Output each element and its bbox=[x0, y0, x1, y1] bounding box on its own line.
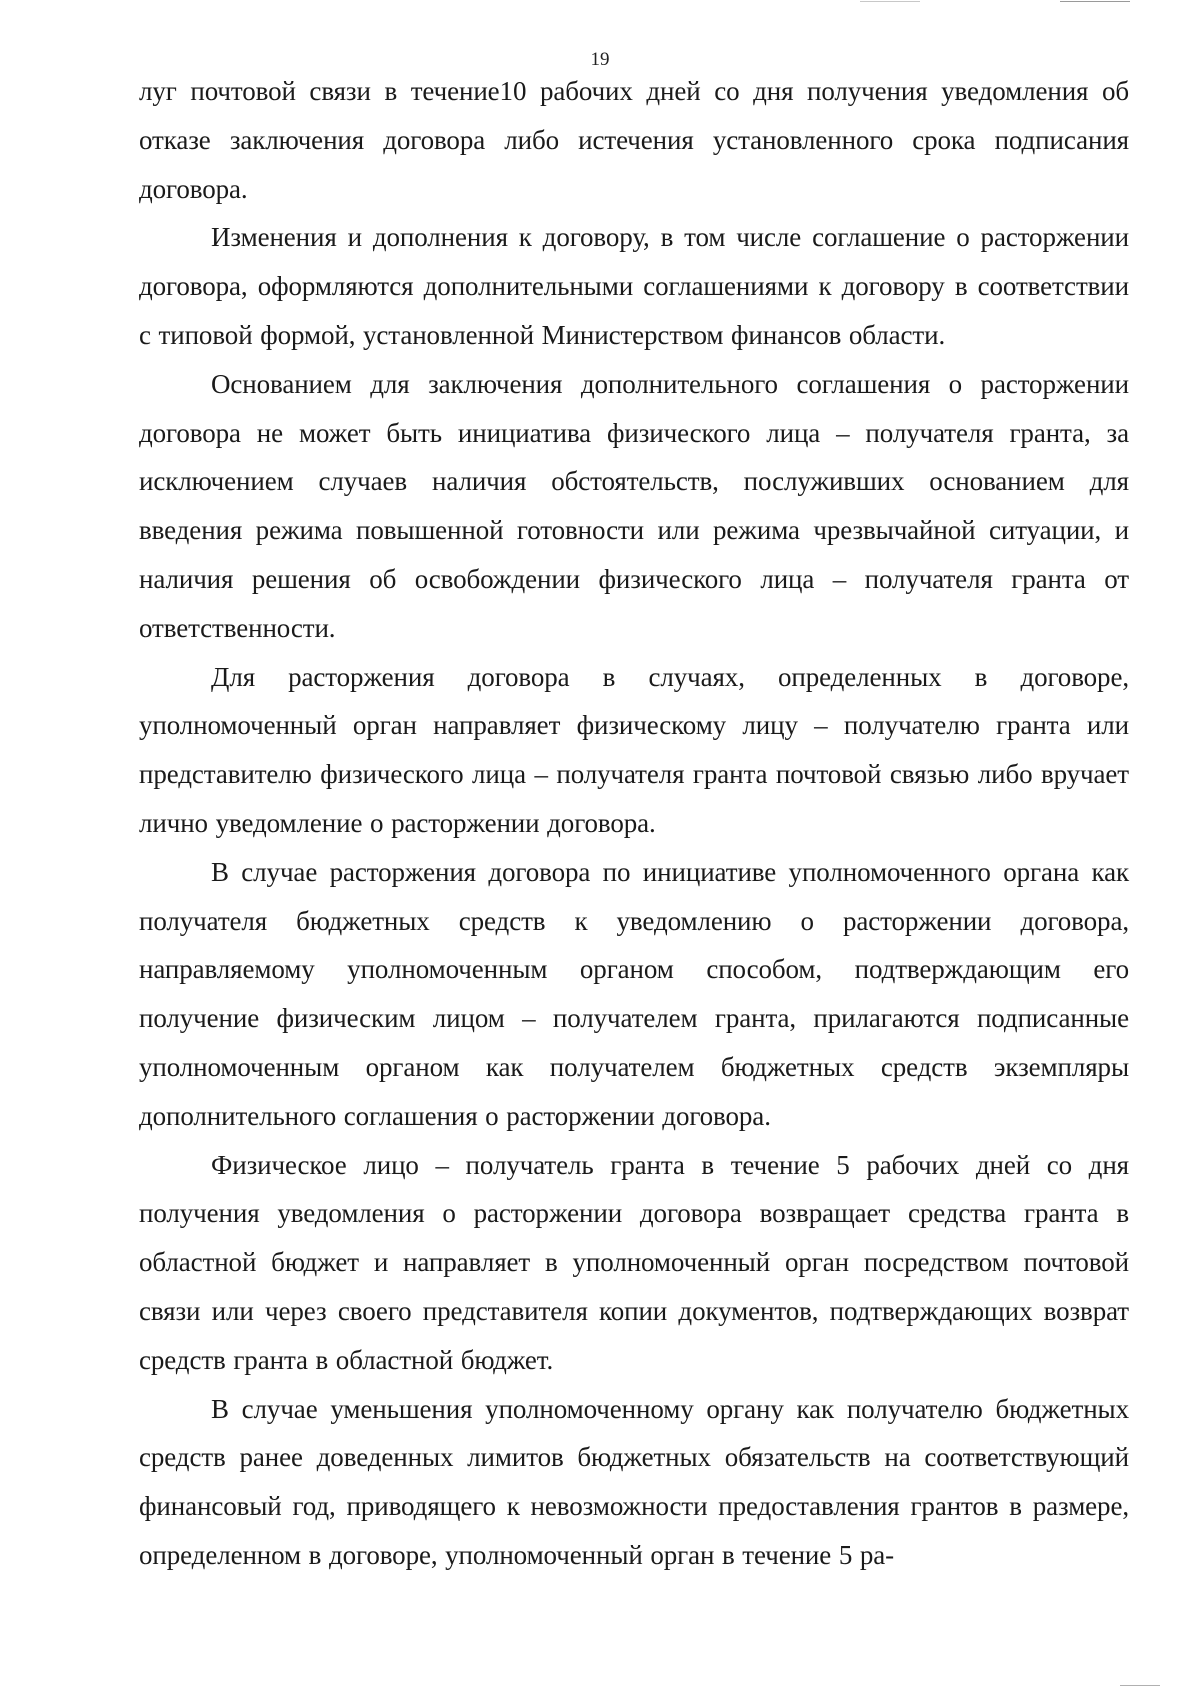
scan-artifact-line bbox=[1060, 1, 1130, 2]
paragraph: В случае уменьшения уполномоченному органу как получателю бюджетных средств ранее доведенных лимитов бюджетных обязательств на соответствующий финансовый год, приводящего к невозможности предоставления грантов в размере, определенном в договоре, уполномоченный орган в течение 5 ра- bbox=[139, 1393, 1129, 1570]
paragraph: Для расторжения договора в случаях, определенных в договоре, уполномоченный орган направляет физическому лицу – получателю гранта или представителю физического лица – получателя гранта почтовой связью либо вручает лично уведомление о расторжении договора. bbox=[139, 661, 1129, 838]
document-body bbox=[139, 67, 1129, 1580]
scan-artifact-line bbox=[1120, 1685, 1160, 1686]
paragraph: Основанием для заключения дополнительного соглашения о расторжении договора не может быть инициатива физического лица – получателя гранта, за исключением случаев наличия обстоятельств, послуживших основанием для введения режима повышенной готовности или режима чрезвычайной ситуации, и наличия решения об освобождении физического лица – получателя гранта от ответственности. bbox=[139, 368, 1129, 643]
scan-artifact-line bbox=[860, 1, 920, 2]
paragraph: Изменения и дополнения к договору, в том числе соглашение о расторжении договора, оформляются дополнительными соглашениями к договору в соответствии с типовой формой, установленной Министерством финансов области. bbox=[139, 222, 1129, 350]
page-number: 19 bbox=[590, 49, 610, 70]
paragraph: В случае расторжения договора по инициативе уполномоченного органа как получателя бюджетных средств к уведомлению о расторжении договора, направляемому уполномоченным органом способом, подтверждающим его получение физическим лицом – получателем гранта, прилагаются подписанные уполномоченным органом как получателем бюджетных средств экземпляры дополнительного соглашения о расторжении договора. bbox=[139, 856, 1129, 1131]
paragraph: Физическое лицо – получатель гранта в течение 5 рабочих дней со дня получения уведомления о расторжении договора возвращает средства гранта в областной бюджет и направляет в уполномоченный орган посредством почтовой связи или через своего представителя копии документов, подтверждающих возврат средств гранта в областной бюджет. bbox=[139, 1149, 1129, 1375]
paragraph-continuation: луг почтовой связи в течение10 рабочих дней со дня получения уведомления об отказе заключения договора либо истечения установленного срока подписания договора. bbox=[139, 76, 1129, 204]
